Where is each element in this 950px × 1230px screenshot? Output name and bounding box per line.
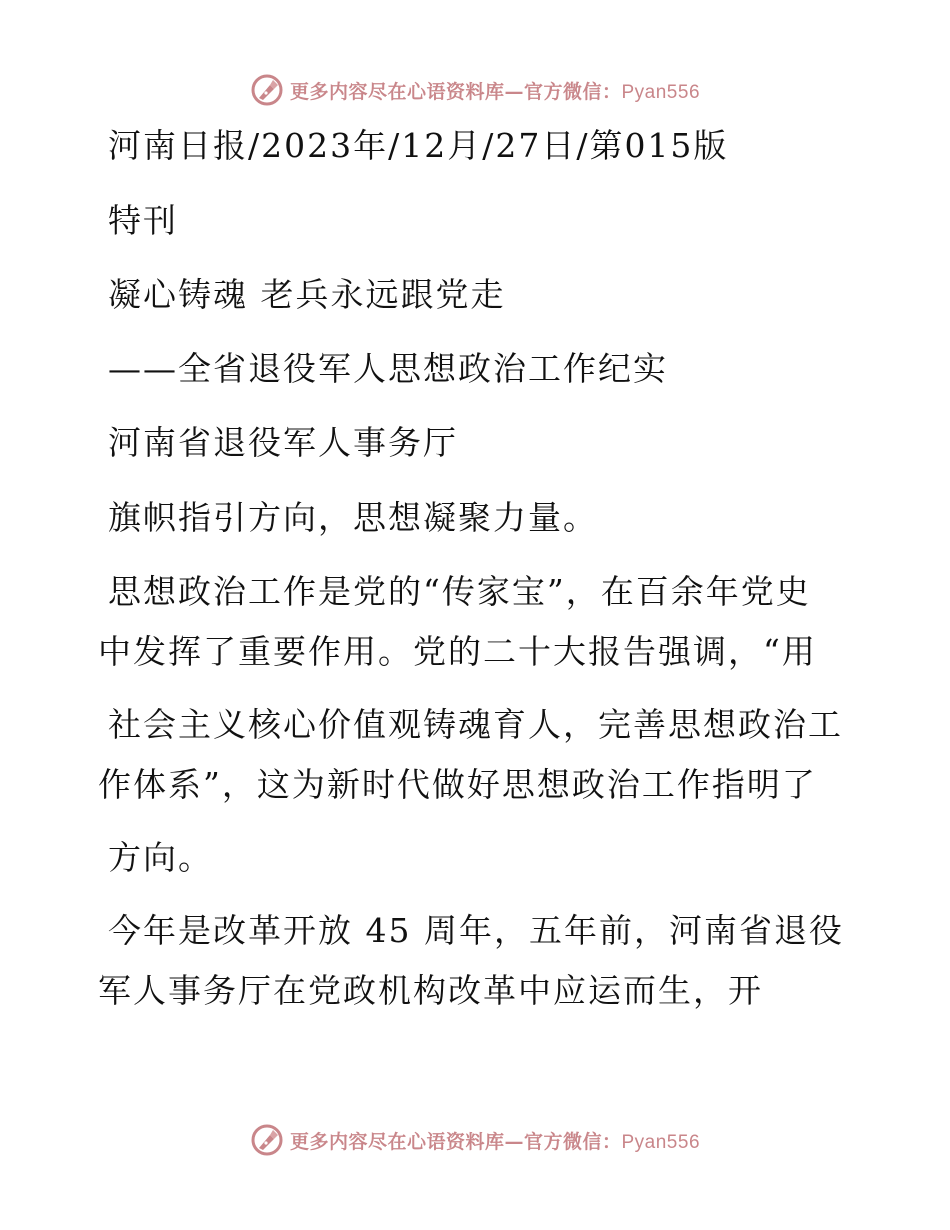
lead-sentence: 旗帜指引方向，思想凝聚力量。 bbox=[108, 498, 598, 537]
watermark-wechat-id: Pyan556 bbox=[621, 1131, 701, 1153]
pen-nib-logo-icon bbox=[250, 1123, 284, 1157]
source-line: 河南日报/2023年/12月/27日/第015版 bbox=[108, 126, 729, 165]
watermark-text: 更多内容尽在心语资料库—官方微信：Pyan556 bbox=[289, 80, 701, 103]
paragraph-line: 中发挥了重要作用。党的二十大报告强调，“用 bbox=[98, 632, 817, 671]
paragraph-line: 社会主义核心价值观铸魂育人，完善思想政治工 bbox=[108, 705, 843, 744]
article-subtitle: ——全省退役军人思想政治工作纪实 bbox=[108, 349, 668, 388]
header-watermark bbox=[0, 70, 950, 110]
article-author: 河南省退役军人事务厅 bbox=[108, 423, 458, 462]
column-label: 特刊 bbox=[108, 201, 178, 240]
footer-watermark bbox=[0, 1120, 950, 1160]
paragraph-line: 军人事务厅在党政机构改革中应运而生，开 bbox=[98, 971, 763, 1010]
article-title: 凝心铸魂 老兵永远跟党走 bbox=[108, 275, 506, 314]
paragraph-line: 作体系”，这为新时代做好思想政治工作指明了 bbox=[98, 765, 817, 804]
pen-nib-logo-icon bbox=[250, 73, 284, 107]
paragraph-line: 方向。 bbox=[108, 838, 213, 877]
watermark-wechat-id: Pyan556 bbox=[621, 81, 701, 103]
watermark-text: 更多内容尽在心语资料库—官方微信：Pyan556 bbox=[289, 1130, 701, 1153]
paragraph-line: 思想政治工作是党的“传家宝”，在百余年党史 bbox=[108, 572, 811, 611]
paragraph-line: 今年是改革开放 45 周年，五年前，河南省退役 bbox=[108, 911, 844, 950]
